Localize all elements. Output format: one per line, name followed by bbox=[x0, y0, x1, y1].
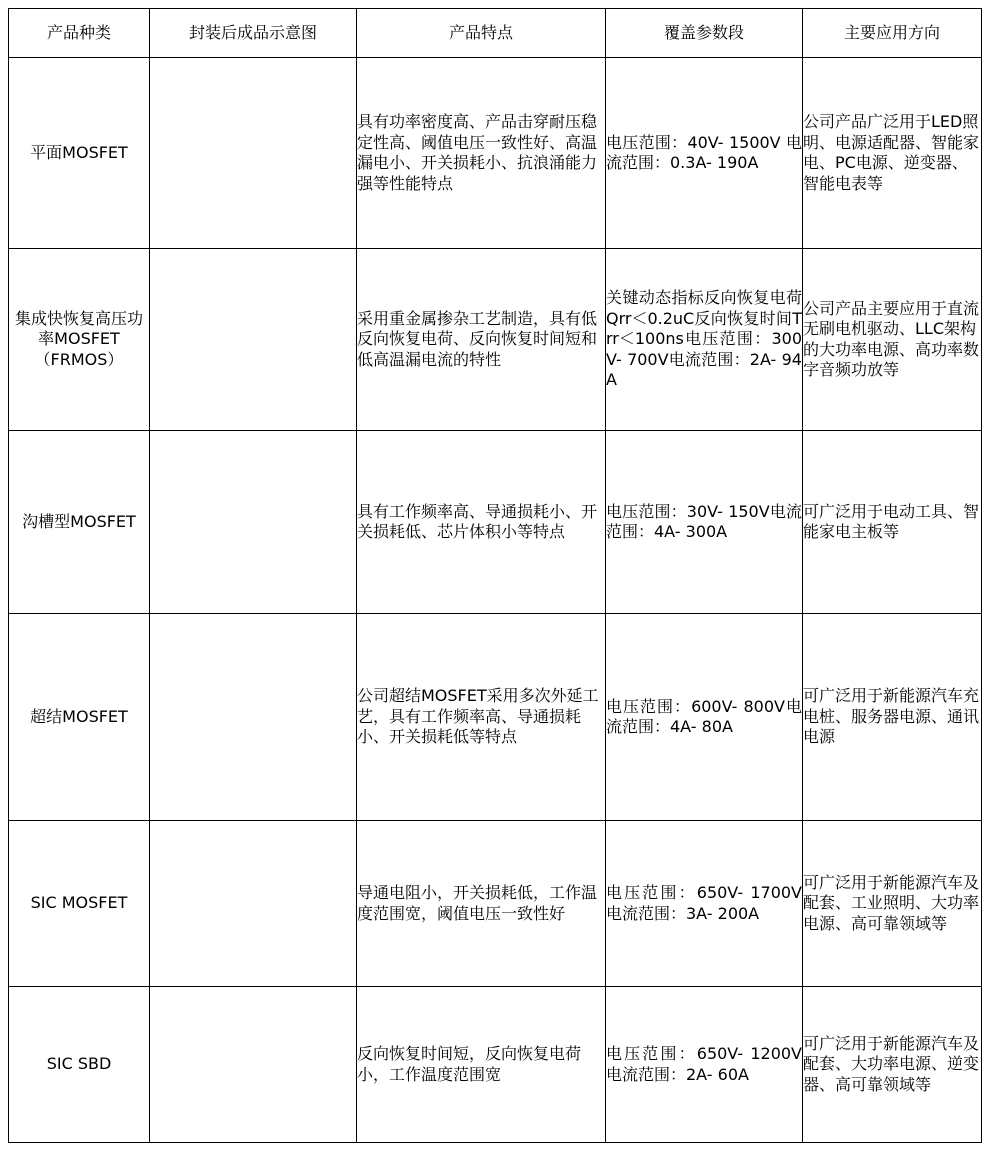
table-row bbox=[9, 821, 982, 987]
product-type-cell: SIC MOSFET bbox=[9, 821, 150, 987]
applications-cell: 可广泛用于新能源汽车充电桩、服务器电源、通讯电源 bbox=[803, 614, 982, 821]
product-table bbox=[8, 8, 982, 1143]
product-type-cell: SIC SBD bbox=[9, 987, 150, 1143]
parameters-cell: 电压范围：600V- 800V电流范围：4A- 80A bbox=[606, 614, 803, 821]
parameters-cell: 电压范围：650V- 1200V电流范围：2A- 60A bbox=[606, 987, 803, 1143]
table-row bbox=[9, 58, 982, 249]
header-applications: 主要应用方向 bbox=[803, 9, 982, 58]
parameters-cell: 关键动态指标反向恢复电荷Qrr＜0.2uC反向恢复时间Trr＜100ns电压范围：300V- 700V电流范围：2A- 94A bbox=[606, 249, 803, 431]
package-image-cell bbox=[150, 58, 357, 249]
features-cell: 采用重金属掺杂工艺制造，具有低反向恢复电荷、反向恢复时间短和低高温漏电流的特性 bbox=[357, 249, 606, 431]
parameters-cell: 电压范围：650V- 1700V电流范围：3A- 200A bbox=[606, 821, 803, 987]
package-image-cell bbox=[150, 431, 357, 614]
features-cell: 导通电阻小，开关损耗低，工作温度范围宽，阈值电压一致性好 bbox=[357, 821, 606, 987]
features-cell: 具有工作频率高、导通损耗小、开关损耗低、芯片体积小等特点 bbox=[357, 431, 606, 614]
table-row bbox=[9, 249, 982, 431]
package-image-cell bbox=[150, 987, 357, 1143]
package-image-cell bbox=[150, 249, 357, 431]
table-row bbox=[9, 614, 982, 821]
parameters-cell: 电压范围：40V- 1500V 电流范围：0.3A- 190A bbox=[606, 58, 803, 249]
applications-cell: 可广泛用于电动工具、智能家电主板等 bbox=[803, 431, 982, 614]
features-cell: 反向恢复时间短，反向恢复电荷小，工作温度范围宽 bbox=[357, 987, 606, 1143]
applications-cell: 公司产品主要应用于直流无刷电机驱动、LLC架构的大功率电源、高功率数字音频功放等 bbox=[803, 249, 982, 431]
header-row bbox=[9, 9, 982, 58]
product-type-cell: 集成快恢复高压功率MOSFET（FRMOS） bbox=[9, 249, 150, 431]
parameters-cell: 电压范围：30V- 150V电流范围：4A- 300A bbox=[606, 431, 803, 614]
product-type-cell: 平面MOSFET bbox=[9, 58, 150, 249]
product-type-cell: 沟槽型MOSFET bbox=[9, 431, 150, 614]
applications-cell: 可广泛用于新能源汽车及配套、大功率电源、逆变器、高可靠领域等 bbox=[803, 987, 982, 1143]
header-features: 产品特点 bbox=[357, 9, 606, 58]
package-image-cell bbox=[150, 821, 357, 987]
applications-cell: 公司产品广泛用于LED照明、电源适配器、智能家电、PC电源、逆变器、智能电表等 bbox=[803, 58, 982, 249]
table-row bbox=[9, 431, 982, 614]
header-parameters: 覆盖参数段 bbox=[606, 9, 803, 58]
product-type-cell: 超结MOSFET bbox=[9, 614, 150, 821]
table-row bbox=[9, 987, 982, 1143]
features-cell: 公司超结MOSFET采用多次外延工艺，具有工作频率高、导通损耗小、开关损耗低等特点 bbox=[357, 614, 606, 821]
header-package-image: 封装后成品示意图 bbox=[150, 9, 357, 58]
applications-cell: 可广泛用于新能源汽车及配套、工业照明、大功率电源、高可靠领域等 bbox=[803, 821, 982, 987]
header-product-type: 产品种类 bbox=[9, 9, 150, 58]
features-cell: 具有功率密度高、产品击穿耐压稳定性高、阈值电压一致性好、高温漏电小、开关损耗小、抗浪涌能力强等性能特点 bbox=[357, 58, 606, 249]
package-image-cell bbox=[150, 614, 357, 821]
